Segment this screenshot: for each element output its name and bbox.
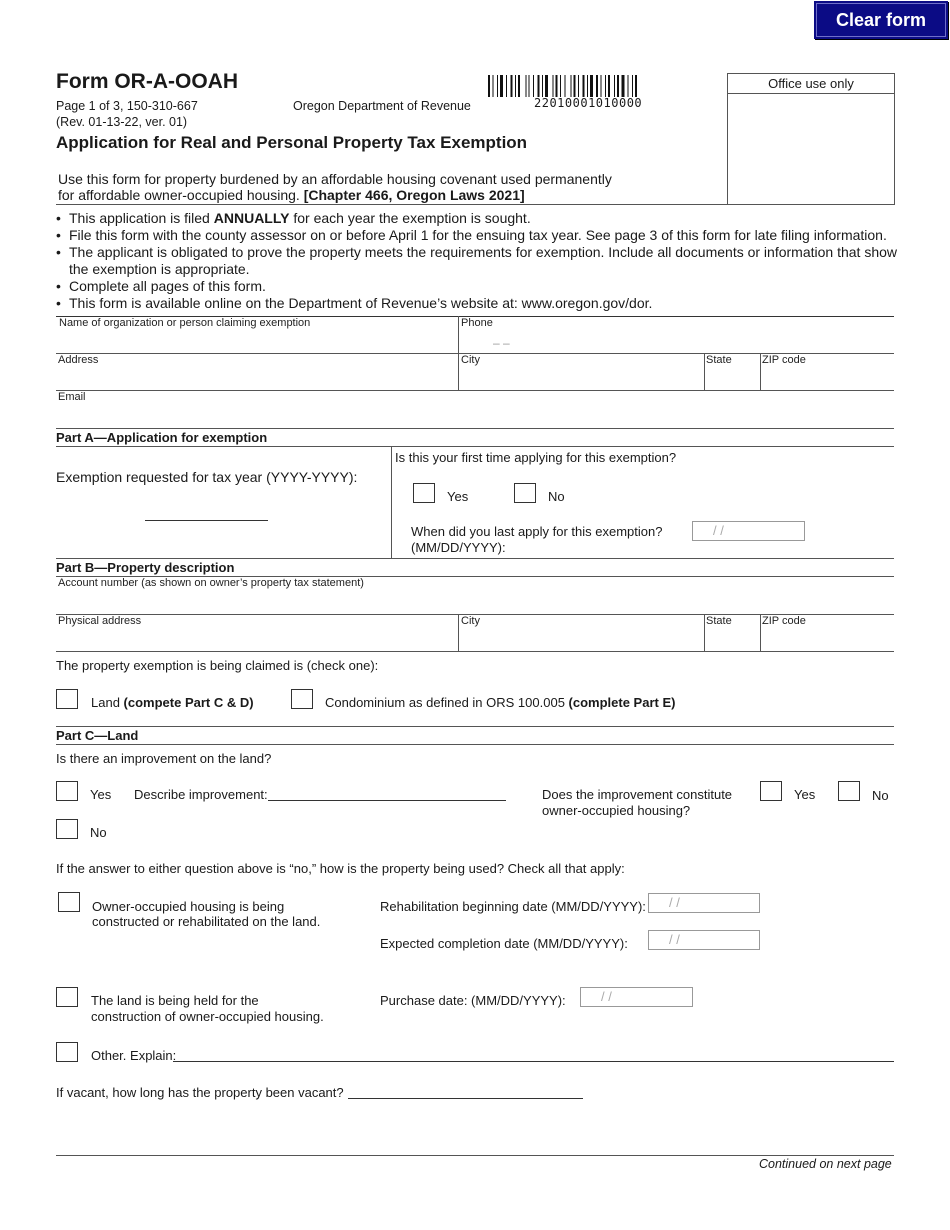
last-apply-label-2: (MM/DD/YYYY): (411, 540, 506, 555)
form-subtitle: Application for Real and Personal Property Tax Exemption (56, 133, 528, 152)
vacant-duration-field[interactable] (348, 1098, 583, 1099)
address-field[interactable] (56, 354, 458, 390)
bullet-deadline: • File this form with the county assessor on or before April 1 for the ensuing tax year. See page 3 of this form for late filing information. (56, 227, 898, 244)
barcode-graphic (488, 75, 698, 97)
account-number-field[interactable] (56, 590, 894, 614)
clear-form-button[interactable]: Clear form (814, 1, 948, 39)
vacant-duration-label: If vacant, how long has the property been vacant? (56, 1085, 344, 1100)
phone-field[interactable]: – – (493, 336, 510, 350)
barcode-number: 22010001010000 (534, 96, 643, 110)
revision-info: (Rev. 01-13-22, ver. 01) (56, 115, 188, 129)
constitute-yes-label: Yes (794, 787, 816, 802)
rehab-date-field[interactable]: / / (648, 893, 760, 913)
part-b-heading: Part B—Property description (56, 560, 235, 575)
completion-date-label: Expected completion date (MM/DD/YYYY): (380, 936, 628, 951)
completion-date-field[interactable]: / / (648, 930, 760, 950)
divider (704, 614, 705, 651)
property-city-label: City (461, 615, 480, 627)
address-label: Address (58, 354, 99, 366)
divider (56, 446, 894, 447)
held-for-construction-checkbox[interactable] (56, 987, 78, 1007)
property-state-label: State (706, 615, 732, 627)
physical-address-field[interactable] (56, 615, 458, 651)
divider (56, 651, 894, 652)
divider (704, 353, 705, 390)
constitute-no-label: No (872, 788, 889, 803)
intro-line-1: Use this form for property burdened by an affordable housing covenant used permanently (58, 171, 612, 187)
first-time-yes-label: Yes (447, 489, 469, 504)
if-no-label: If the answer to either question above is “no,” how is the property being used? Check all that apply: (56, 861, 625, 876)
intro-line-2: for affordable owner-occupied housing. [Chapter 466, Oregon Laws 2021] (58, 187, 525, 203)
tax-year-label: Exemption requested for tax year (YYYY-YYYY): (56, 469, 358, 485)
continued-note: Continued on next page (759, 1157, 892, 1171)
constitute-no-checkbox[interactable] (838, 781, 860, 801)
describe-improvement-field[interactable] (268, 800, 506, 801)
rehab-date-label: Rehabilitation beginning date (MM/DD/YYYY): (380, 899, 646, 914)
constitute-question-2: owner-occupied housing? (542, 803, 691, 818)
improvement-no-checkbox[interactable] (56, 819, 78, 839)
purchase-date-field[interactable]: / / (580, 987, 693, 1007)
city-label: City (461, 354, 480, 366)
first-time-question: Is this your first time applying for this exemption? (395, 450, 677, 465)
divider (56, 726, 894, 727)
page-info: Page 1 of 3, 150-310-667 (56, 99, 198, 113)
constitute-yes-checkbox[interactable] (760, 781, 782, 801)
intro-divider (56, 204, 728, 205)
improvement-question: Is there an improvement on the land? (56, 751, 272, 766)
office-use-box (727, 73, 895, 205)
account-number-label: Account number (as shown on owner’s property tax statement) (58, 577, 364, 589)
bullet-complete-pages: • Complete all pages of this form. (56, 278, 898, 295)
bullet-website: • This form is available online on the Department of Revenue’s website at: www.oregon.gov/dor. (56, 295, 898, 312)
condominium-label: Condominium as defined in ORS 100.005 (complete Part E) (325, 695, 676, 710)
divider (56, 744, 894, 745)
name-label: Name of organization or person claiming exemption (59, 317, 311, 329)
divider (458, 614, 459, 651)
physical-address-label: Physical address (58, 615, 142, 627)
office-use-label: Office use only (728, 74, 894, 94)
under-construction-checkbox[interactable] (58, 892, 80, 912)
bullet-obligation: • The applicant is obligated to prove the property meets the requirements for exemption. Include all documents or information that show the exemption is appropriate. (56, 244, 898, 278)
held-for-construction-label-2: construction of owner-occupied housing. (91, 1009, 324, 1024)
held-for-construction-label-1: The land is being held for the (91, 993, 259, 1008)
part-a-heading: Part A—Application for exemption (56, 430, 268, 445)
land-checkbox[interactable] (56, 689, 78, 709)
footer-divider (56, 1155, 894, 1156)
state-label: State (706, 354, 732, 366)
other-explain-field[interactable] (173, 1061, 894, 1062)
email-label: Email (58, 391, 86, 403)
divider (56, 428, 894, 429)
phone-label: Phone (461, 317, 493, 329)
instructions-list (56, 210, 898, 312)
zip-label: ZIP code (762, 354, 806, 366)
under-construction-label-2: constructed or rehabilitated on the land. (92, 914, 321, 929)
divider (56, 558, 894, 559)
improvement-yes-label: Yes (90, 787, 112, 802)
check-one-label: The property exemption is being claimed is (check one): (56, 658, 379, 673)
other-use-checkbox[interactable] (56, 1042, 78, 1062)
last-apply-date-field[interactable]: / / (692, 521, 805, 541)
describe-improvement-label: Describe improvement: (134, 787, 268, 802)
constitute-question-1: Does the improvement constitute (542, 787, 733, 802)
first-time-no-label: No (548, 489, 565, 504)
condominium-checkbox[interactable] (291, 689, 313, 709)
divider (391, 446, 392, 558)
other-use-label: Other. Explain: (91, 1048, 177, 1063)
form-title: Form OR-A-OOAH (56, 70, 238, 93)
improvement-yes-checkbox[interactable] (56, 781, 78, 801)
last-apply-label-1: When did you last apply for this exemption? (411, 524, 663, 539)
bullet-annual: • This application is filed ANNUALLY for each year the exemption is sought. (56, 210, 898, 227)
part-c-heading: Part C—Land (56, 728, 139, 743)
improvement-no-label: No (90, 825, 107, 840)
purchase-date-label: Purchase date: (MM/DD/YYYY): (380, 993, 566, 1008)
tax-year-field[interactable] (145, 520, 268, 521)
agency-name: Oregon Department of Revenue (293, 99, 471, 113)
under-construction-label-1: Owner-occupied housing is being (92, 899, 285, 914)
first-time-no-checkbox[interactable] (514, 483, 536, 503)
divider (760, 614, 761, 651)
property-zip-label: ZIP code (762, 615, 806, 627)
divider (760, 353, 761, 390)
first-time-yes-checkbox[interactable] (413, 483, 435, 503)
land-label: Land (compete Part C & D) (91, 695, 254, 710)
email-field[interactable] (56, 391, 894, 427)
name-field[interactable] (56, 317, 458, 353)
